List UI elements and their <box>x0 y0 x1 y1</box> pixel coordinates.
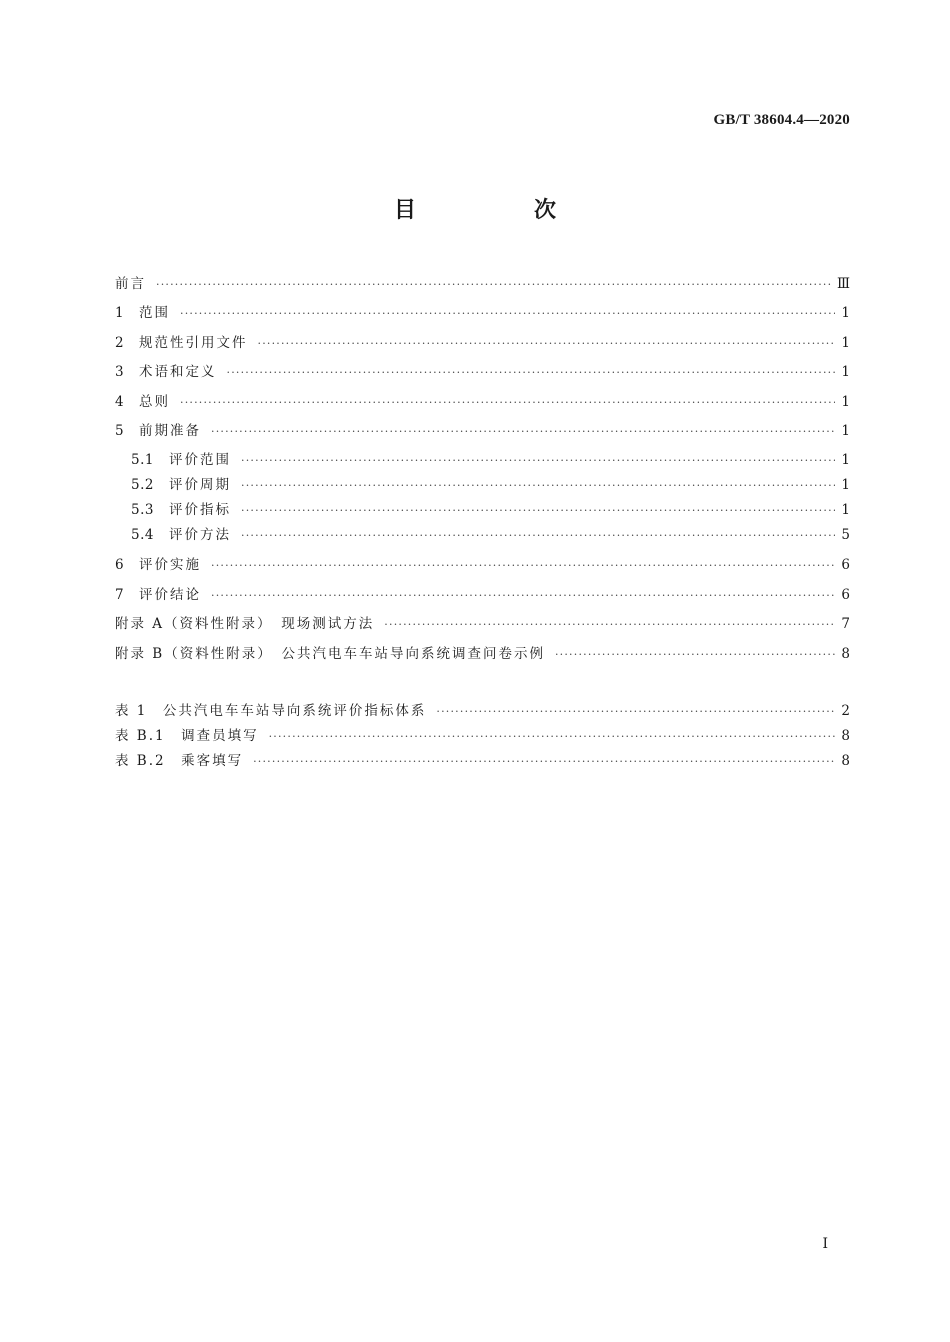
dot-leader <box>384 613 835 637</box>
toc-entry-evaluation-period[interactable] <box>115 473 850 498</box>
toc-entry-text: 评价周期 <box>169 477 231 494</box>
toc-entry-page: 1 <box>841 477 850 494</box>
toc-entry-page: 5 <box>841 527 850 544</box>
toc-entry-evaluation-method[interactable] <box>115 523 850 548</box>
table-entry-page: 8 <box>841 728 850 744</box>
toc-entry-number: 5 <box>115 422 125 439</box>
toc-entry-text: 评价指标 <box>169 502 231 519</box>
toc-entry-text: 评价方法 <box>169 527 231 544</box>
table-entry-1[interactable] <box>115 699 850 724</box>
list-of-tables <box>115 699 850 774</box>
toc-entry-number: 5.2 <box>131 477 154 494</box>
toc-entry-number: 7 <box>115 586 125 603</box>
toc-entry-text: 附录 B（资料性附录） 公共汽电车车站导向系统调查问卷示例 <box>115 645 545 662</box>
toc-entry-text: 评价结论 <box>139 586 201 603</box>
dot-leader <box>211 420 835 444</box>
dot-leader <box>180 391 835 415</box>
toc-entry-page: 1 <box>841 452 850 469</box>
dot-leader <box>211 584 835 608</box>
dot-leader <box>241 449 835 473</box>
toc-entry-page: Ⅲ <box>836 276 850 292</box>
toc-entry-preparation[interactable] <box>115 419 850 448</box>
dot-leader <box>436 700 835 724</box>
toc-entry-number: 1 <box>115 305 125 322</box>
toc-entry-page: 1 <box>841 502 850 519</box>
toc-entry-text: 评价实施 <box>139 557 201 574</box>
toc-entry-text: 总则 <box>139 393 170 410</box>
dot-leader <box>253 750 835 774</box>
toc-entry-page: 8 <box>841 645 850 662</box>
toc-entry-normative-references[interactable] <box>115 331 850 360</box>
toc-entry-text: 评价范围 <box>169 452 231 469</box>
toc-entry-text: 规范性引用文件 <box>139 334 248 351</box>
toc-entry-implementation[interactable] <box>115 553 850 582</box>
toc-entry-number: 6 <box>115 557 125 574</box>
toc-entry-text: 范围 <box>139 305 170 322</box>
toc-entry-text: 术语和定义 <box>139 364 217 381</box>
toc-entry-page: 1 <box>841 422 850 439</box>
toc-entry-page: 6 <box>841 586 850 603</box>
table-of-contents <box>115 272 850 671</box>
page-number: I <box>822 1236 828 1252</box>
table-entry-page: 8 <box>841 753 850 769</box>
dot-leader <box>241 474 835 498</box>
dot-leader <box>227 361 836 385</box>
toc-entry-page: 7 <box>841 616 850 633</box>
standard-code: GB/T 38604.4—2020 <box>713 112 850 128</box>
toc-entry-number: 4 <box>115 393 125 410</box>
dot-leader <box>555 643 835 667</box>
toc-entry-appendix-b[interactable] <box>115 642 850 671</box>
toc-entry-appendix-a[interactable] <box>115 612 850 641</box>
table-entry-b1[interactable] <box>115 724 850 749</box>
toc-entry-page: 1 <box>841 393 850 410</box>
toc-entry-page: 6 <box>841 557 850 574</box>
toc-entry-page: 1 <box>841 364 850 381</box>
toc-entry-terms[interactable] <box>115 360 850 389</box>
toc-entry-scope[interactable] <box>115 301 850 330</box>
table-entry-page: 2 <box>841 703 850 719</box>
toc-entry-text: 附录 A（资料性附录） 现场测试方法 <box>115 616 375 633</box>
dot-leader <box>211 554 835 578</box>
toc-entry-general[interactable] <box>115 390 850 419</box>
dot-leader <box>241 499 835 523</box>
dot-leader <box>241 524 835 548</box>
table-entry-text: 表 1 公共汽电车车站导向系统评价指标体系 <box>115 703 427 719</box>
toc-entry-foreword[interactable] <box>115 272 850 301</box>
toc-entry-evaluation-indicators[interactable] <box>115 498 850 523</box>
toc-entry-number: 5.4 <box>131 527 154 544</box>
toc-entry-evaluation-scope[interactable] <box>115 448 850 473</box>
toc-entry-number: 5.3 <box>131 502 154 519</box>
page-title: 目 次 <box>393 198 604 223</box>
toc-entry-number: 3 <box>115 364 125 381</box>
toc-entry-number: 5.1 <box>131 452 154 469</box>
table-entry-b2[interactable] <box>115 749 850 774</box>
table-entry-text: 表 B.2 乘客填写 <box>115 753 244 769</box>
toc-entry-conclusion[interactable] <box>115 583 850 612</box>
dot-leader <box>156 273 831 297</box>
dot-leader <box>269 725 836 749</box>
table-entry-text: 表 B.1 调查员填写 <box>115 728 259 744</box>
dot-leader <box>258 332 836 356</box>
toc-entry-text: 前期准备 <box>139 422 201 439</box>
dot-leader <box>180 302 835 326</box>
toc-entry-page: 1 <box>841 305 850 322</box>
toc-entry-page: 1 <box>841 334 850 351</box>
toc-entry-number: 2 <box>115 334 125 351</box>
toc-entry-text: 前言 <box>115 276 146 292</box>
